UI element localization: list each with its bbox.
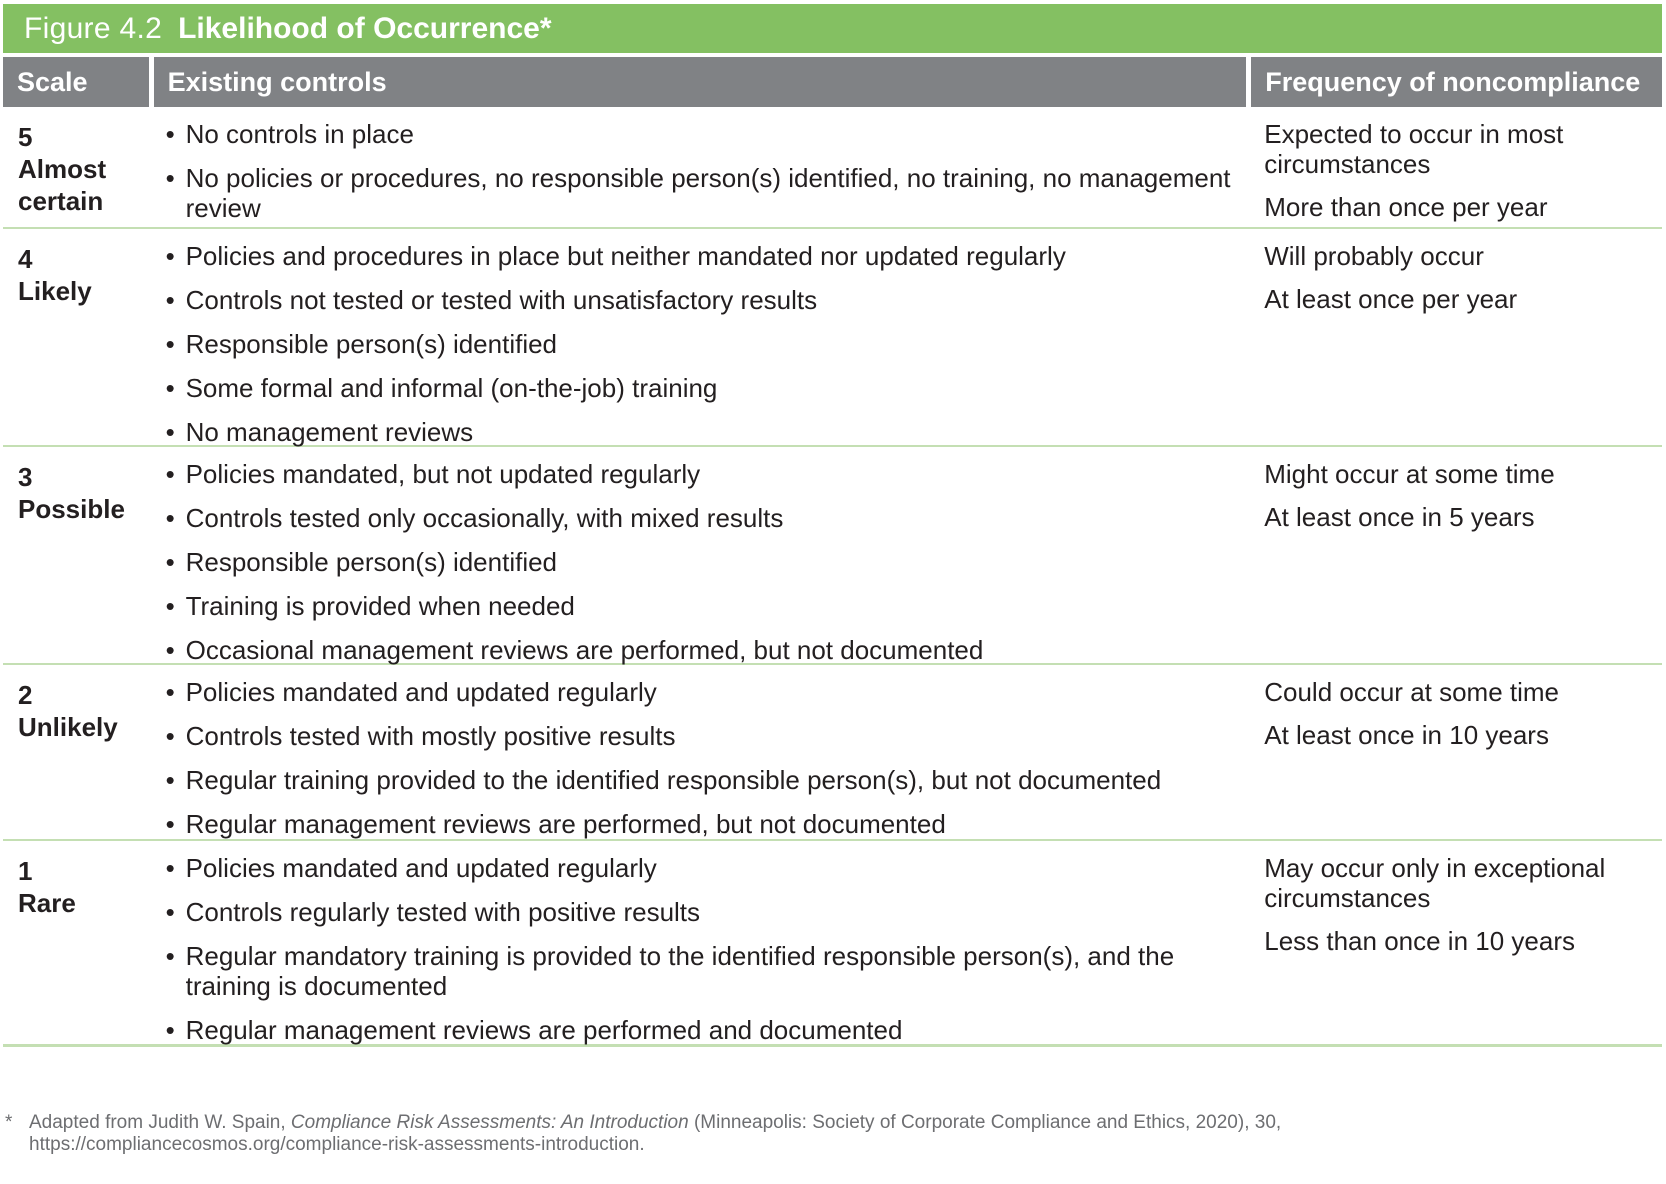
control-item: • Controls tested with mostly positive results — [165, 721, 676, 751]
scale-number: 5 — [18, 122, 33, 152]
scale-cell — [3, 447, 149, 663]
footnote — [5, 1112, 1645, 1156]
scale-number: 1 — [18, 856, 33, 886]
table-row-scale-3 — [3, 447, 1662, 665]
footnote-marker: * — [5, 1112, 13, 1133]
figure-title-bar — [3, 4, 1662, 53]
table-row-scale-1 — [3, 841, 1662, 1047]
control-item: • Policies mandated and updated regularly — [165, 677, 657, 707]
scale-number: 4 — [18, 244, 33, 274]
control-item: • Some formal and informal (on-the-job) training — [165, 373, 718, 403]
frequency-cell — [1251, 107, 1662, 227]
control-item: • Training is provided when needed — [165, 591, 575, 621]
scale-name: Likely — [18, 276, 92, 306]
controls-cell — [154, 665, 1247, 839]
frequency-cell — [1251, 229, 1662, 445]
frequency-rate: Less than once in 10 years — [1264, 926, 1575, 956]
frequency-rate: At least once per year — [1264, 284, 1518, 314]
controls-cell — [154, 841, 1247, 1044]
frequency-cell — [1251, 447, 1662, 663]
scale-cell — [3, 107, 149, 227]
frequency-description: Might occur at some time — [1264, 459, 1555, 489]
controls-cell — [154, 229, 1247, 445]
frequency-cell — [1251, 841, 1662, 1044]
frequency-rate: At least once in 10 years — [1264, 720, 1549, 750]
scale-name: Almost certain — [18, 154, 107, 216]
control-item: • Policies mandated, but not updated regularly — [165, 459, 701, 489]
control-item: • Occasional management reviews are performed, but not documented — [165, 635, 984, 665]
likelihood-table — [3, 4, 1662, 1047]
scale-name: Possible — [18, 494, 125, 524]
table-row-scale-2 — [3, 665, 1662, 841]
controls-cell — [154, 107, 1247, 227]
control-item: • Responsible person(s) identified — [165, 329, 558, 359]
frequency-cell — [1251, 665, 1662, 839]
figure-title: Likelihood of Occurrence* — [178, 11, 552, 45]
control-item: • Regular training provided to the identified responsible person(s), but not documented — [165, 765, 1162, 795]
scale-cell — [3, 841, 149, 1044]
frequency-description: Expected to occur in most circumstances — [1264, 119, 1564, 179]
table-row-scale-4 — [3, 229, 1662, 447]
control-item: • Regular management reviews are performed and documented — [165, 1015, 903, 1045]
frequency-description: Will probably occur — [1264, 241, 1484, 271]
control-item: • Policies and procedures in place but neither mandated nor updated regularly — [165, 241, 1066, 271]
controls-cell — [154, 447, 1247, 663]
scale-name: Unlikely — [18, 712, 118, 742]
frequency-description: May occur only in exceptional circumstances — [1264, 853, 1606, 913]
frequency-description: Could occur at some time — [1264, 677, 1560, 707]
table-header — [3, 57, 1662, 107]
scale-cell — [3, 229, 149, 445]
header-scale: Scale — [3, 57, 149, 107]
footnote-book-title: Compliance Risk Assessments: An Introduction — [290, 1112, 689, 1133]
control-item: • Controls tested only occasionally, with mixed results — [165, 503, 784, 533]
control-item: • Controls regularly tested with positive results — [165, 897, 701, 927]
header-existing-controls: Existing controls — [154, 57, 1247, 107]
scale-number: 2 — [18, 680, 33, 710]
frequency-rate: At least once in 5 years — [1264, 502, 1535, 532]
control-item: • Responsible person(s) identified — [165, 547, 558, 577]
frequency-rate: More than once per year — [1264, 192, 1548, 222]
control-item: • Regular management reviews are performed, but not documented — [165, 809, 946, 839]
figure-label: Figure 4.2 — [24, 11, 163, 45]
control-item: • Policies mandated and updated regularly — [165, 853, 657, 883]
control-item: • Controls not tested or tested with unsatisfactory results — [165, 285, 818, 315]
footnote-text: Adapted from Judith W. Spain, Compliance Risk Assessments: An Introduction (Minneapolis: Society of Corporate Compliance and Ethics, 2020), 30, https://compliancecosmos.org/compliance-risk-assessments-introduction. — [29, 1112, 1282, 1155]
scale-cell — [3, 665, 149, 839]
scale-number: 3 — [18, 462, 33, 492]
control-item: • No controls in place — [165, 119, 414, 149]
control-item: • No policies or procedures, no responsible person(s) identified, no training, no management review — [165, 163, 1231, 223]
control-item: • Regular mandatory training is provided to the identified responsible person(s), and the training is documented — [165, 941, 1175, 1001]
scale-name: Rare — [18, 888, 76, 918]
table-row-scale-5 — [3, 107, 1662, 229]
header-frequency: Frequency of noncompliance — [1251, 57, 1662, 107]
control-item: • No management reviews — [165, 417, 474, 447]
